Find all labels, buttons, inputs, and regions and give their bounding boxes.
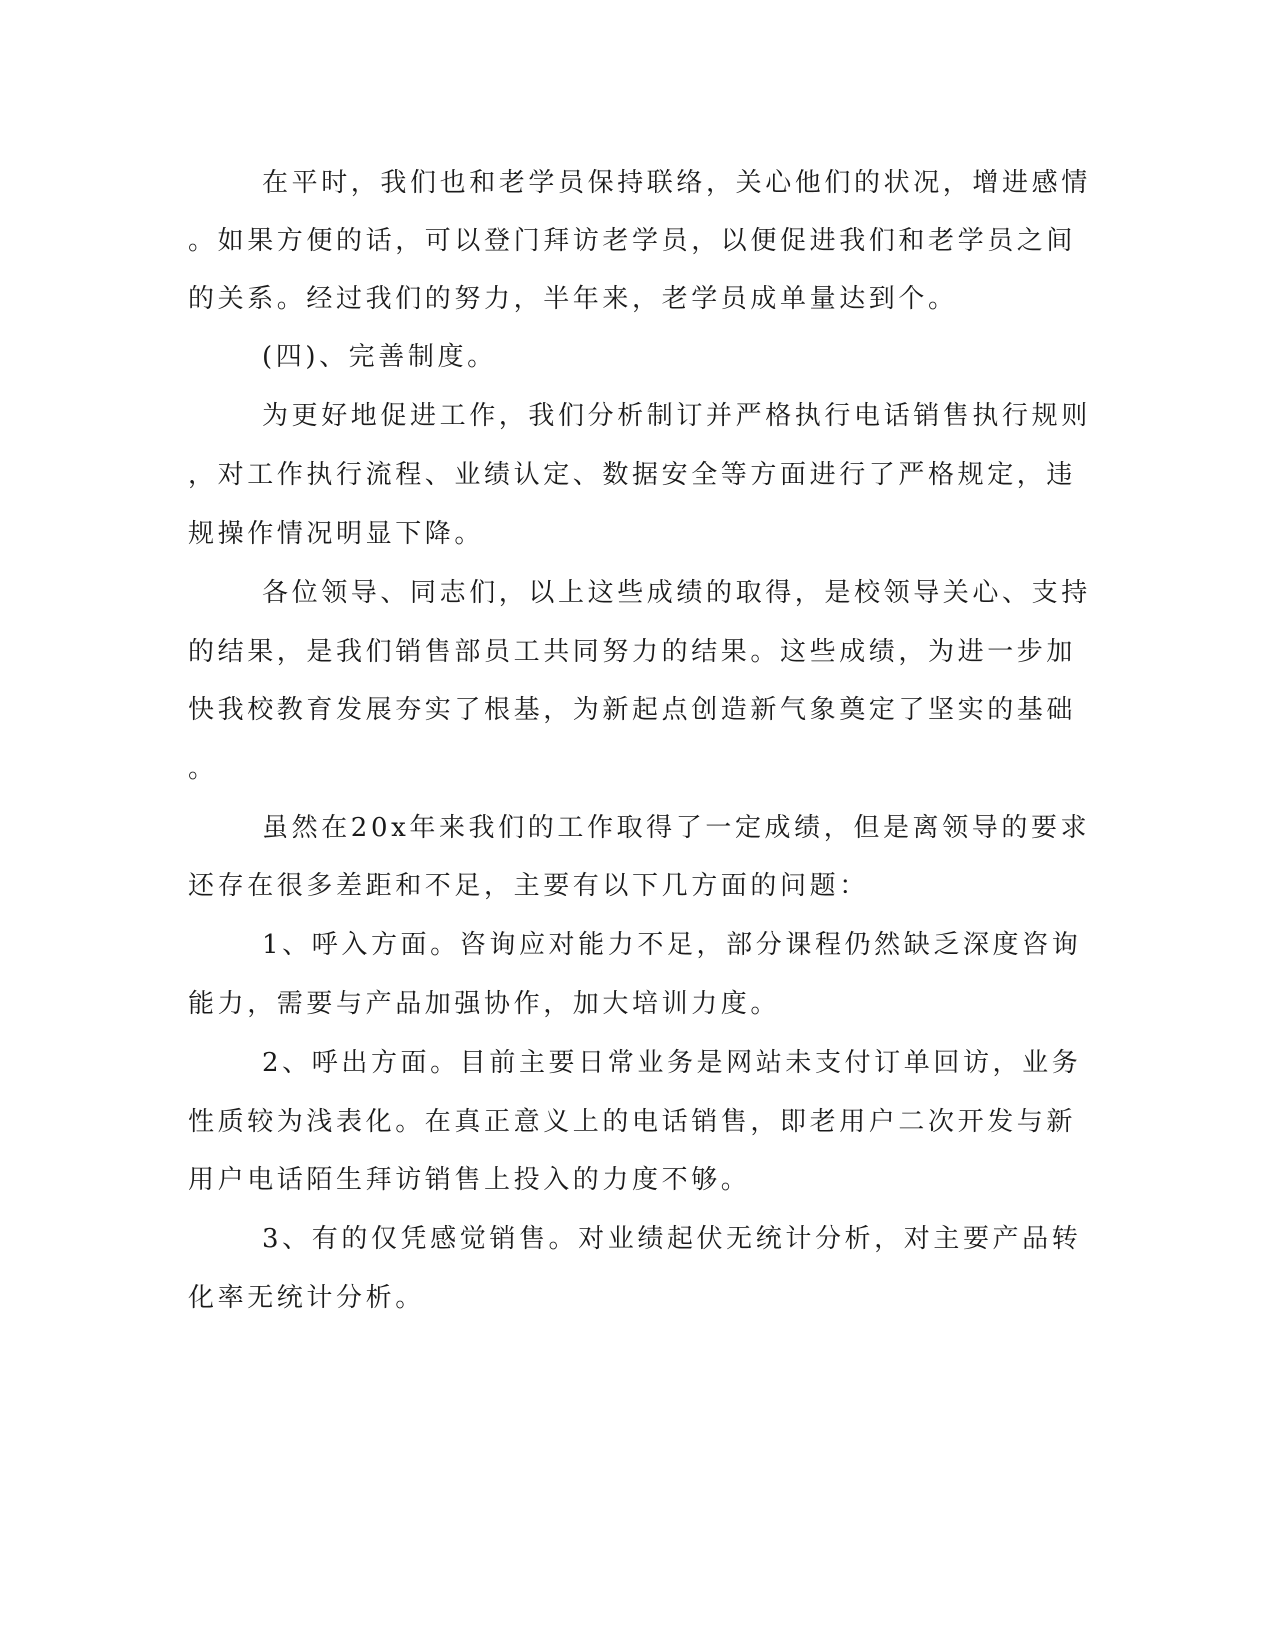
list-item: 3、有的仅凭感觉销售。对业绩起伏无统计分析，对主要产品转 [262,1224,1082,1254]
list-item-continuation: 化率无统计分析。 [188,1283,425,1313]
paragraph-line: 。如果方便的话，可以登门拜访老学员，以便促进我们和老学员之间 [188,226,1077,256]
list-item-continuation: 性质较为浅表化。在真正意义上的电话销售，即老用户二次开发与新 [188,1107,1077,1137]
paragraph-line: 。 [188,754,218,784]
paragraph-line: 为更好地促进工作，我们分析制订并严格执行电话销售执行规则 [262,401,1091,431]
list-item: 2、呼出方面。目前主要日常业务是网站未支付订单回访，业务 [262,1048,1082,1078]
list-item-continuation: 能力，需要与产品加强协作，加大培训力度。 [188,989,781,1019]
paragraph-line: 快我校教育发展夯实了根基，为新起点创造新气象奠定了坚实的基础 [188,695,1077,725]
section-heading: (四)、完善制度。 [262,342,497,372]
list-item: 1、呼入方面。咨询应对能力不足，部分课程仍然缺乏深度咨询 [262,930,1082,960]
paragraph-line: 在平时，我们也和老学员保持联络，关心他们的状况，增进感情 [262,168,1091,198]
paragraph-line: 虽然在20x年来我们的工作取得了一定成绩，但是离领导的要求 [262,813,1091,843]
paragraph-line: 的结果，是我们销售部员工共同努力的结果。这些成绩，为进一步加 [188,637,1077,667]
paragraph-line: 各位领导、同志们，以上这些成绩的取得，是校领导关心、支持 [262,578,1091,608]
paragraph-line: ，对工作执行流程、业绩认定、数据安全等方面进行了严格规定，违 [188,460,1077,490]
list-item-continuation: 用户电话陌生拜访销售上投入的力度不够。 [188,1165,751,1195]
paragraph-line: 还存在很多差距和不足，主要有以下几方面的问题： [188,871,869,901]
paragraph-line: 规操作情况明显下降。 [188,519,485,549]
paragraph-line: 的关系。经过我们的努力，半年来，老学员成单量达到个。 [188,284,958,314]
